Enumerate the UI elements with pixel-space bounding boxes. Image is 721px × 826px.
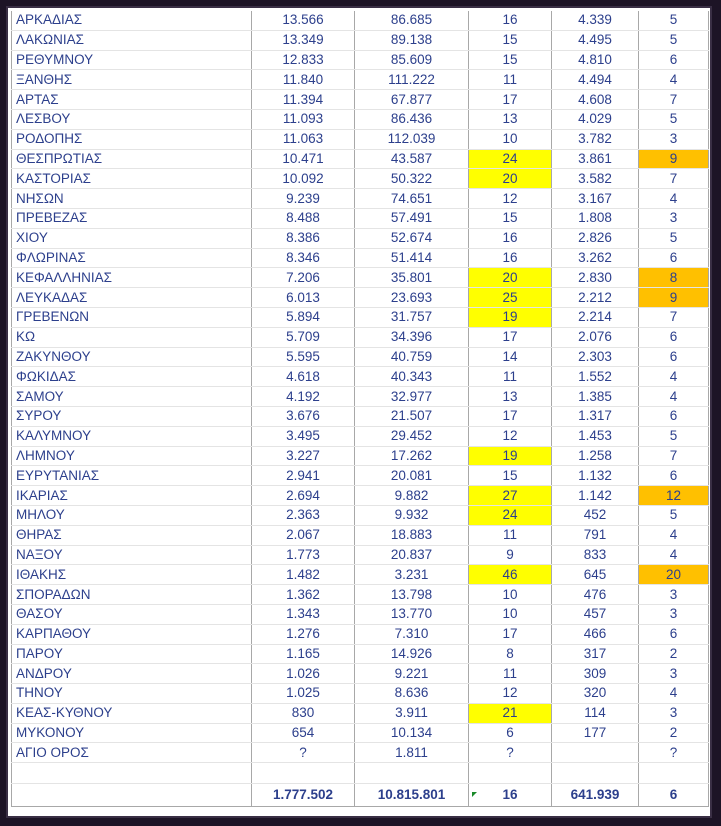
- col6-cell[interactable]: 7: [639, 90, 709, 110]
- region-name-cell[interactable]: ΜΗΛΟΥ: [12, 505, 252, 525]
- col3-cell[interactable]: 89.138: [355, 30, 469, 50]
- col5-cell[interactable]: 177: [552, 723, 639, 743]
- region-name-cell[interactable]: ΦΛΩΡΙΝΑΣ: [12, 248, 252, 268]
- col3-cell[interactable]: 85.609: [355, 50, 469, 70]
- col5-cell[interactable]: 1.317: [552, 406, 639, 426]
- table-row: [12, 169, 709, 189]
- table-row: [12, 149, 709, 169]
- col3-cell[interactable]: 8.636: [355, 684, 469, 704]
- col2-cell[interactable]: 830: [252, 703, 355, 723]
- table-row: [12, 743, 709, 763]
- col6-cell[interactable]: 6: [639, 327, 709, 347]
- region-name-cell[interactable]: ΣΥΡΟΥ: [12, 406, 252, 426]
- region-name-cell[interactable]: ΘΕΣΠΡΩΤΙΑΣ: [12, 149, 252, 169]
- col6-cell[interactable]: 4: [639, 387, 709, 407]
- empty-cell[interactable]: [469, 763, 552, 784]
- total-region-name-cell[interactable]: [12, 784, 252, 807]
- col5-cell[interactable]: 833: [552, 545, 639, 565]
- col4-cell[interactable]: 27: [469, 486, 552, 506]
- col5-cell[interactable]: 1.142: [552, 486, 639, 506]
- col5-cell[interactable]: 1.385: [552, 387, 639, 407]
- col2-cell[interactable]: 11.093: [252, 109, 355, 129]
- col2-cell[interactable]: 13.349: [252, 30, 355, 50]
- col6-cell[interactable]: 5: [639, 426, 709, 446]
- col4-cell[interactable]: 14: [469, 347, 552, 367]
- region-name-cell[interactable]: ΛΕΣΒΟΥ: [12, 109, 252, 129]
- col2-cell[interactable]: 2.694: [252, 486, 355, 506]
- col5-cell[interactable]: 4.029: [552, 109, 639, 129]
- region-name-cell[interactable]: ΚΑΣΤΟΡΙΑΣ: [12, 169, 252, 189]
- table-row: [12, 307, 709, 327]
- col4-cell[interactable]: 16: [469, 228, 552, 248]
- table-row: [12, 644, 709, 664]
- col3-cell[interactable]: 74.651: [355, 189, 469, 209]
- col5-cell[interactable]: 4.494: [552, 70, 639, 90]
- col5-cell[interactable]: 317: [552, 644, 639, 664]
- blank-row: [12, 763, 709, 784]
- region-name-cell[interactable]: ΛΑΚΩΝΙΑΣ: [12, 30, 252, 50]
- table-row: [12, 664, 709, 684]
- col5-cell[interactable]: 457: [552, 604, 639, 624]
- col6-cell[interactable]: 3: [639, 664, 709, 684]
- col4-cell[interactable]: 17: [469, 406, 552, 426]
- col3-cell[interactable]: 1.811: [355, 743, 469, 763]
- col4-cell[interactable]: 11: [469, 70, 552, 90]
- col5-cell[interactable]: 2.076: [552, 327, 639, 347]
- region-name-cell[interactable]: ΕΥΡΥΤΑΝΙΑΣ: [12, 466, 252, 486]
- col2-cell[interactable]: 9.239: [252, 189, 355, 209]
- col3-cell[interactable]: 9.882: [355, 486, 469, 506]
- col6-cell[interactable]: 6: [639, 466, 709, 486]
- col5-cell[interactable]: 466: [552, 624, 639, 644]
- region-name-cell[interactable]: ΧΙΟΥ: [12, 228, 252, 248]
- col4-cell[interactable]: 9: [469, 545, 552, 565]
- col4-cell[interactable]: 10: [469, 129, 552, 149]
- col5-cell[interactable]: 1.808: [552, 208, 639, 228]
- table-row: [12, 624, 709, 644]
- col2-cell[interactable]: 1.343: [252, 604, 355, 624]
- table-row: [12, 248, 709, 268]
- col3-cell[interactable]: 7.310: [355, 624, 469, 644]
- region-name-cell[interactable]: ΠΡΕΒΕΖΑΣ: [12, 208, 252, 228]
- col3-cell[interactable]: 29.452: [355, 426, 469, 446]
- col3-cell[interactable]: 35.801: [355, 268, 469, 288]
- col2-cell[interactable]: 4.192: [252, 387, 355, 407]
- col6-cell[interactable]: 12: [639, 486, 709, 506]
- region-name-cell[interactable]: ΖΑΚΥΝΘΟΥ: [12, 347, 252, 367]
- col4-cell[interactable]: 13: [469, 387, 552, 407]
- col3-cell[interactable]: 52.674: [355, 228, 469, 248]
- region-name-cell[interactable]: ΚΑΛΥΜΝΟΥ: [12, 426, 252, 446]
- region-name-cell[interactable]: ΛΗΜΝΟΥ: [12, 446, 252, 466]
- col6-cell[interactable]: 5: [639, 505, 709, 525]
- col4-cell[interactable]: 24: [469, 505, 552, 525]
- col6-cell[interactable]: 5: [639, 228, 709, 248]
- total-col4-cell[interactable]: 16: [469, 784, 552, 807]
- col5-cell[interactable]: 2.212: [552, 288, 639, 308]
- col4-cell[interactable]: 15: [469, 30, 552, 50]
- col5-cell[interactable]: 791: [552, 525, 639, 545]
- table-row: [12, 90, 709, 110]
- col2-cell[interactable]: 8.386: [252, 228, 355, 248]
- col4-cell[interactable]: 10: [469, 604, 552, 624]
- col5-cell[interactable]: 1.258: [552, 446, 639, 466]
- col2-cell[interactable]: 5.709: [252, 327, 355, 347]
- col3-cell[interactable]: 10.134: [355, 723, 469, 743]
- col5-cell[interactable]: 4.495: [552, 30, 639, 50]
- col4-cell[interactable]: 17: [469, 327, 552, 347]
- col4-cell[interactable]: ?: [469, 743, 552, 763]
- col6-cell[interactable]: 5: [639, 11, 709, 30]
- region-name-cell[interactable]: ΚΕΑΣ-ΚΥΘΝΟΥ: [12, 703, 252, 723]
- col3-cell[interactable]: 23.693: [355, 288, 469, 308]
- col5-cell[interactable]: [552, 743, 639, 763]
- col5-cell[interactable]: 1.132: [552, 466, 639, 486]
- col4-cell[interactable]: 15: [469, 466, 552, 486]
- table-row: [12, 228, 709, 248]
- col3-cell[interactable]: 43.587: [355, 149, 469, 169]
- col6-cell[interactable]: 5: [639, 109, 709, 129]
- col4-cell[interactable]: 15: [469, 50, 552, 70]
- table-row: [12, 129, 709, 149]
- col4-cell[interactable]: 24: [469, 149, 552, 169]
- region-name-cell[interactable]: ΝΑΞΟΥ: [12, 545, 252, 565]
- col5-cell[interactable]: 2.830: [552, 268, 639, 288]
- col2-cell[interactable]: 10.092: [252, 169, 355, 189]
- col6-cell[interactable]: 9: [639, 149, 709, 169]
- col5-cell[interactable]: 1.453: [552, 426, 639, 446]
- col2-cell[interactable]: 5.595: [252, 347, 355, 367]
- region-name-cell[interactable]: ΙΚΑΡΙΑΣ: [12, 486, 252, 506]
- col2-cell[interactable]: 13.566: [252, 11, 355, 30]
- table-row: [12, 50, 709, 70]
- col6-cell[interactable]: 6: [639, 50, 709, 70]
- table-row: [12, 109, 709, 129]
- col6-cell[interactable]: 5: [639, 30, 709, 50]
- table-row: [12, 565, 709, 585]
- region-name-cell[interactable]: ΝΗΣΩΝ: [12, 189, 252, 209]
- region-name-cell[interactable]: ΑΡΤΑΣ: [12, 90, 252, 110]
- col2-cell[interactable]: 1.276: [252, 624, 355, 644]
- col6-cell[interactable]: 7: [639, 169, 709, 189]
- col5-cell[interactable]: 2.214: [552, 307, 639, 327]
- col6-cell[interactable]: 6: [639, 347, 709, 367]
- col2-cell[interactable]: 12.833: [252, 50, 355, 70]
- col3-cell[interactable]: 3.231: [355, 565, 469, 585]
- col2-cell[interactable]: 10.471: [252, 149, 355, 169]
- col4-cell[interactable]: 11: [469, 525, 552, 545]
- table-row: [12, 268, 709, 288]
- col5-cell[interactable]: 3.582: [552, 169, 639, 189]
- col4-cell[interactable]: 8: [469, 644, 552, 664]
- col5-cell[interactable]: 452: [552, 505, 639, 525]
- total-col2-cell[interactable]: 1.777.502: [252, 784, 355, 807]
- region-name-cell[interactable]: ΑΡΚΑΔΙΑΣ: [12, 11, 252, 30]
- region-name-cell[interactable]: ΣΑΜΟΥ: [12, 387, 252, 407]
- col2-cell[interactable]: 1.773: [252, 545, 355, 565]
- col4-cell[interactable]: 19: [469, 446, 552, 466]
- data-table: [11, 11, 709, 807]
- empty-cell[interactable]: [355, 763, 469, 784]
- col5-cell[interactable]: 320: [552, 684, 639, 704]
- table-row: [12, 505, 709, 525]
- col6-cell[interactable]: 4: [639, 525, 709, 545]
- col4-cell[interactable]: 25: [469, 288, 552, 308]
- table-body: [12, 11, 709, 807]
- col2-cell[interactable]: 1.025: [252, 684, 355, 704]
- table-row: [12, 466, 709, 486]
- col3-cell[interactable]: 3.911: [355, 703, 469, 723]
- table-row: [12, 525, 709, 545]
- col2-cell[interactable]: 11.063: [252, 129, 355, 149]
- col4-cell[interactable]: 11: [469, 367, 552, 387]
- col2-cell[interactable]: 3.227: [252, 446, 355, 466]
- col2-cell[interactable]: 1.482: [252, 565, 355, 585]
- col2-cell[interactable]: 1.165: [252, 644, 355, 664]
- table-row: [12, 347, 709, 367]
- col6-cell[interactable]: 4: [639, 189, 709, 209]
- col4-cell[interactable]: 10: [469, 585, 552, 605]
- col5-cell[interactable]: 114: [552, 703, 639, 723]
- region-name-cell[interactable]: ΜΥΚΟΝΟΥ: [12, 723, 252, 743]
- region-name-cell[interactable]: ΑΓΙΟ ΟΡΟΣ: [12, 743, 252, 763]
- table-row: [12, 486, 709, 506]
- col2-cell[interactable]: 6.013: [252, 288, 355, 308]
- totals-row: [12, 784, 709, 807]
- col2-cell[interactable]: 654: [252, 723, 355, 743]
- col3-cell[interactable]: 40.759: [355, 347, 469, 367]
- col4-cell[interactable]: 13: [469, 109, 552, 129]
- region-name-cell[interactable]: ΦΩΚΙΔΑΣ: [12, 367, 252, 387]
- col2-cell[interactable]: 3.495: [252, 426, 355, 446]
- total-col5-cell[interactable]: 641.939: [552, 784, 639, 807]
- col2-cell[interactable]: 11.394: [252, 90, 355, 110]
- col3-cell[interactable]: 13.798: [355, 585, 469, 605]
- total-col3-cell[interactable]: 10.815.801: [355, 784, 469, 807]
- comment-indicator: [472, 792, 477, 797]
- table-row: [12, 426, 709, 446]
- table-row: [12, 684, 709, 704]
- table-row: [12, 189, 709, 209]
- region-name-cell[interactable]: ΡΕΘΥΜΝΟΥ: [12, 50, 252, 70]
- region-name-cell[interactable]: ΙΘΑΚΗΣ: [12, 565, 252, 585]
- col5-cell[interactable]: 1.552: [552, 367, 639, 387]
- col2-cell[interactable]: 5.894: [252, 307, 355, 327]
- col6-cell[interactable]: 4: [639, 70, 709, 90]
- col2-cell[interactable]: ?: [252, 743, 355, 763]
- col4-cell[interactable]: 20: [469, 169, 552, 189]
- col2-cell[interactable]: 2.941: [252, 466, 355, 486]
- spreadsheet-frame: [8, 8, 710, 816]
- col3-cell[interactable]: 13.770: [355, 604, 469, 624]
- col5-cell[interactable]: 4.339: [552, 11, 639, 30]
- col2-cell[interactable]: 3.676: [252, 406, 355, 426]
- col5-cell[interactable]: 3.782: [552, 129, 639, 149]
- col3-cell[interactable]: 21.507: [355, 406, 469, 426]
- col6-cell[interactable]: 2: [639, 644, 709, 664]
- col4-cell[interactable]: 19: [469, 307, 552, 327]
- table-row: [12, 288, 709, 308]
- col4-cell[interactable]: 21: [469, 703, 552, 723]
- table-row: [12, 208, 709, 228]
- col3-cell[interactable]: 9.932: [355, 505, 469, 525]
- col2-cell[interactable]: 8.488: [252, 208, 355, 228]
- col5-cell[interactable]: 309: [552, 664, 639, 684]
- col3-cell[interactable]: 112.039: [355, 129, 469, 149]
- col3-cell[interactable]: 50.322: [355, 169, 469, 189]
- col2-cell[interactable]: 7.206: [252, 268, 355, 288]
- region-name-cell[interactable]: ΓΡΕΒΕΝΩΝ: [12, 307, 252, 327]
- col3-cell[interactable]: 18.883: [355, 525, 469, 545]
- region-name-cell[interactable]: ΠΑΡΟΥ: [12, 644, 252, 664]
- col6-cell[interactable]: 8: [639, 268, 709, 288]
- col5-cell[interactable]: 645: [552, 565, 639, 585]
- col3-cell[interactable]: 9.221: [355, 664, 469, 684]
- col6-cell[interactable]: 4: [639, 684, 709, 704]
- col2-cell[interactable]: 11.840: [252, 70, 355, 90]
- empty-cell[interactable]: [639, 763, 709, 784]
- col3-cell[interactable]: 20.837: [355, 545, 469, 565]
- col6-cell[interactable]: 6: [639, 248, 709, 268]
- col4-cell[interactable]: 17: [469, 624, 552, 644]
- col5-cell[interactable]: 2.826: [552, 228, 639, 248]
- col3-cell[interactable]: 86.436: [355, 109, 469, 129]
- col3-cell[interactable]: 34.396: [355, 327, 469, 347]
- table-row: [12, 387, 709, 407]
- col3-cell[interactable]: 14.926: [355, 644, 469, 664]
- col2-cell[interactable]: 2.067: [252, 525, 355, 545]
- col6-cell[interactable]: 20: [639, 565, 709, 585]
- empty-cell[interactable]: [552, 763, 639, 784]
- col6-cell[interactable]: 3: [639, 585, 709, 605]
- col2-cell[interactable]: 2.363: [252, 505, 355, 525]
- col4-cell[interactable]: 6: [469, 723, 552, 743]
- col4-cell[interactable]: 17: [469, 90, 552, 110]
- empty-cell[interactable]: [252, 763, 355, 784]
- col2-cell[interactable]: 1.362: [252, 585, 355, 605]
- col5-cell[interactable]: 2.303: [552, 347, 639, 367]
- table-row: [12, 604, 709, 624]
- col5-cell[interactable]: 3.262: [552, 248, 639, 268]
- col6-cell[interactable]: 7: [639, 446, 709, 466]
- col5-cell[interactable]: 3.167: [552, 189, 639, 209]
- col4-cell[interactable]: 11: [469, 664, 552, 684]
- col3-cell[interactable]: 31.757: [355, 307, 469, 327]
- region-name-cell[interactable]: ΤΗΝΟΥ: [12, 684, 252, 704]
- table-row: [12, 703, 709, 723]
- region-name-cell[interactable]: ΚΩ: [12, 327, 252, 347]
- region-name-cell[interactable]: ΑΝΔΡΟΥ: [12, 664, 252, 684]
- region-name-cell[interactable]: ΡΟΔΟΠΗΣ: [12, 129, 252, 149]
- table-row: [12, 70, 709, 90]
- col3-cell[interactable]: 20.081: [355, 466, 469, 486]
- col3-cell[interactable]: 57.491: [355, 208, 469, 228]
- region-name-cell[interactable]: ΛΕΥΚΑΔΑΣ: [12, 288, 252, 308]
- region-name-cell[interactable]: ΘΑΣΟΥ: [12, 604, 252, 624]
- col6-cell[interactable]: 9: [639, 288, 709, 308]
- empty-cell[interactable]: [12, 763, 252, 784]
- col6-cell[interactable]: 4: [639, 545, 709, 565]
- region-name-cell[interactable]: ΣΠΟΡΑΔΩΝ: [12, 585, 252, 605]
- region-name-cell[interactable]: ΘΗΡΑΣ: [12, 525, 252, 545]
- col6-cell[interactable]: 3: [639, 129, 709, 149]
- table-row: [12, 30, 709, 50]
- col6-cell[interactable]: 3: [639, 604, 709, 624]
- col5-cell[interactable]: 3.861: [552, 149, 639, 169]
- col4-cell[interactable]: 15: [469, 208, 552, 228]
- col2-cell[interactable]: 8.346: [252, 248, 355, 268]
- col5-cell[interactable]: 4.810: [552, 50, 639, 70]
- col6-cell[interactable]: 6: [639, 406, 709, 426]
- table-row: [12, 723, 709, 743]
- col4-cell[interactable]: 46: [469, 565, 552, 585]
- col4-cell[interactable]: 12: [469, 426, 552, 446]
- total-col6-cell[interactable]: 6: [639, 784, 709, 807]
- col3-cell[interactable]: 67.877: [355, 90, 469, 110]
- col3-cell[interactable]: 86.685: [355, 11, 469, 30]
- table-row: [12, 327, 709, 347]
- col6-cell[interactable]: 3: [639, 208, 709, 228]
- region-name-cell[interactable]: ΚΕΦΑΛΛΗΝΙΑΣ: [12, 268, 252, 288]
- col4-cell[interactable]: 16: [469, 248, 552, 268]
- col6-cell[interactable]: 4: [639, 367, 709, 387]
- col6-cell[interactable]: ?: [639, 743, 709, 763]
- col3-cell[interactable]: 111.222: [355, 70, 469, 90]
- table-row: [12, 11, 709, 30]
- col6-cell[interactable]: 2: [639, 723, 709, 743]
- col2-cell[interactable]: 4.618: [252, 367, 355, 387]
- col3-cell[interactable]: 51.414: [355, 248, 469, 268]
- region-name-cell[interactable]: ΞΑΝΘΗΣ: [12, 70, 252, 90]
- col6-cell[interactable]: 7: [639, 307, 709, 327]
- col3-cell[interactable]: 40.343: [355, 367, 469, 387]
- table-row: [12, 545, 709, 565]
- table-row: [12, 585, 709, 605]
- col5-cell[interactable]: 4.608: [552, 90, 639, 110]
- table-row: [12, 446, 709, 466]
- col6-cell[interactable]: 3: [639, 703, 709, 723]
- col4-cell[interactable]: 20: [469, 268, 552, 288]
- col4-cell[interactable]: 12: [469, 684, 552, 704]
- table-row: [12, 367, 709, 387]
- table-row: [12, 406, 709, 426]
- col5-cell[interactable]: 476: [552, 585, 639, 605]
- col4-cell[interactable]: 16: [469, 11, 552, 30]
- col3-cell[interactable]: 17.262: [355, 446, 469, 466]
- col2-cell[interactable]: 1.026: [252, 664, 355, 684]
- col6-cell[interactable]: 6: [639, 624, 709, 644]
- region-name-cell[interactable]: ΚΑΡΠΑΘΟΥ: [12, 624, 252, 644]
- col3-cell[interactable]: 32.977: [355, 387, 469, 407]
- col4-cell[interactable]: 12: [469, 189, 552, 209]
